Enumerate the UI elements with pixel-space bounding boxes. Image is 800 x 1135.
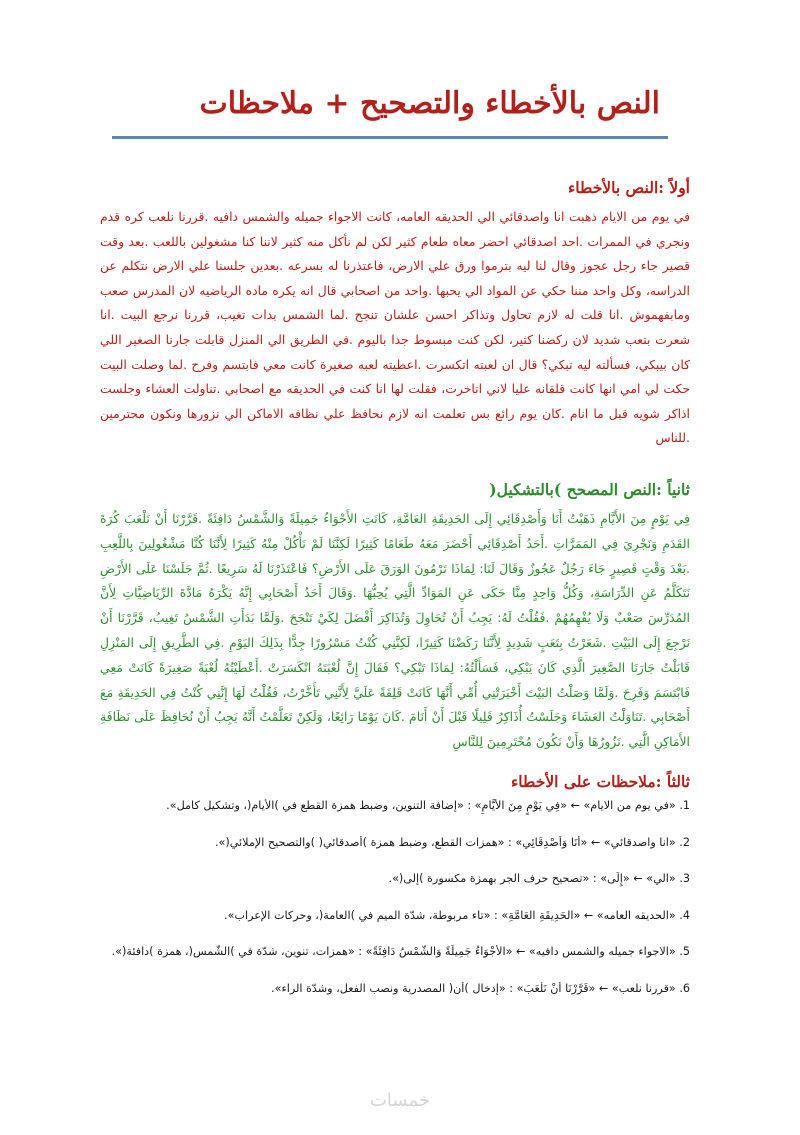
list-item: 5. «الاجواء جميله والشمس دافيه» ← «الأَجْوَاءُ جَمِيلَةً وَالشَّمْسُ دَافِئَةً» : «همزات، تنوين، شدّة في )الشّمس(، همزة )دافئة(». [111, 945, 690, 958]
section-corrected [100, 480, 690, 755]
section-errors-text: في يوم من الايام ذهبت انا واصدقائي الي الحديقه العامه، كانت الاجواء جميله والشمس دافيه .قررنا نلعب كره قدم ونجري في الممرات .احد اصدقائي احضر معاه طعام كثير لكن لم نأكل منه كثير لاننا كنا مشغولين باللعب .بعد وقت قصير جاء رجل عجوز وقال لنا ليه بترموا ورق علي الارض، فاعتذرنا له بسرعه .بعدين جلسنا علي الارض نتكلم عن الدراسه، وكل واحد مننا حكي عن المواد الي يحبها .واحد من اصحابي قال انه يكره ماده الرياضيه لان المدرس صعب ومابفهموش .انا قلت له لازم تحاول وتذاكر احسن علشان تنجح .لما الشمس بدات تغيب، قررنا نرجع البيت .انا شعرت بتعب شديد لان ركضنا كثير، لكن كنت مبسوط جدا باليوم .في الطريق الي المنزل قابلت جارنا الصغير اللي كان بيبكي، فسألته ليه تبكي؟ قال ان لعبته اتكسرت .اعطيته لعبه صغيرة كانت معي فابتسم وفرح .لما وصلت البيت حكت لي امي انها كانت قلقانه عليا لاني اتاخرت، فقلت لها انا كنت في الحديقه مع اصحابي .تناولت العشاء وجلست اذاكر شويه قبل ما انام .كان يوم رائع بس تعلمت انه لازم نحافظ علي نظافه الاماكن الي نزورها ونكون محترمين .للناس [100, 209, 690, 446]
list-item: 6. «قررنا نلعب» ← «قَرَّرْنَا أَنْ نَلْعَبَ» : «إدخال )أن( المصدرية ونصب الفعل، وشدّة الراء». [271, 981, 690, 995]
list-item: 4. «الحديقه العامه» ← «الحَدِيقَةِ العَامَّةِ» : «تاء مربوطة، شدّة الميم في )العامة(، وحركات الإعراب». [224, 908, 690, 922]
page-title: النص بالأخطاء والتصحيح + ملاحظات [199, 86, 660, 121]
notes-list [100, 799, 690, 1018]
section-corrected-text: فِي يَوْمٍ مِنَ الأَيَّامِ ذَهَبْتُ أَنَا وَأَصْدِقَائِي إِلَى الحَدِيقَةِ العَامَّةِ، كَانَتِ الأَجْوَاءُ جَمِيلَةً وَالشَّمْسُ دَافِئَةً .قَرَّرْنَا أَنْ نَلْعَبَ كُرَةَ القَدَمِ وَنَجْرِيَ فِي المَمَرَّاتِ .أَحَدُ أَصْدِقَائِي أَحْضَرَ مَعَهُ طَعَامًا كَثِيرًا لَكِنَّنَا لَمْ نَأْكُلْ مِنْهُ كَثِيرًا لِأَنَّنَا كُنَّا مَشْغُولِينَ بِاللَّعِبِ .بَعْدَ وَقْتٍ قَصِيرٍ جَاءَ رَجُلٌ عَجُوزٌ وَقَالَ لَنَا: لِمَاذَا تَرْمُونَ الوَرَقَ عَلَى الأَرْضِ؟ فَاعْتَذَرْنَا لَهُ سَرِيعًا .ثُمَّ جَلَسْنَا عَلَى الأَرْضِ نَتَكَلَّمُ عَنِ الدِّرَاسَةِ، وَكُلُّ وَاحِدٍ مِنَّا حَكَى عَنِ المَوَادِّ الَّتِي يُحِبُّهَا .وَقَالَ أَحَدُ أَصْحَابِي إِنَّهُ يَكْرَهُ مَادَّةَ الرِّيَاضِيَّاتِ لِأَنَّ المُدَرِّسَ صَعْبٌ وَلَا يُفْهِمُهُمْ .فَقُلْتُ لَهُ: يَجِبُ أَنْ تُحَاوِلَ وَتُذَاكِرَ أَفْضَلَ لِكَيْ تَنْجَحَ .وَلَمَّا بَدَأَتِ الشَّمْسُ تَغِيبُ، قَرَّرْنَا أَنْ نَرْجِعَ إِلَى البَيْتِ .شَعَرْتُ بِتَعَبٍ شَدِيدٍ لِأَنَّنَا رَكَضْنَا كَثِيرًا، لَكِنَّنِي كُنْتُ مَسْرُورًا جِدًّا بِذَلِكَ اليَوْمِ .فِي الطَّرِيقِ إِلَى المَنْزِلِ قَابَلْتُ جَارَنَا الصَّغِيرَ الَّذِي كَانَ يَبْكِي، فَسَأَلْتُهُ: لِمَاذَا تَبْكِي؟ فَقَالَ إِنَّ لُعْبَتَهُ انْكَسَرَتْ .أَعْطَيْتُهُ لُعْبَةً صَغِيرَةً كَانَتْ مَعِي فَابْتَسَمَ وَفَرِحَ .وَلَمَّا وَصَلْتُ البَيْتَ أَخْبَرَتْنِي أُمِّي أَنَّهَا كَانَتْ قَلِقَةً عَلَيَّ لِأَنَّنِي تَأَخَّرْتُ، فَقُلْتُ لَهَا إِنَّنِي كُنْتُ فِي الحَدِيقَةِ مَعَ أَصْحَابِي .تَنَاوَلْتُ العَشَاءَ وَجَلَسْتُ أُذَاكِرُ قَلِيلًا قَبْلَ أَنْ أَنَامَ .كَانَ يَوْمًا رَائِعًا، وَلَكِنْ تَعَلَّمْتُ أَنَّهُ يَجِبُ أَنْ نُحَافِظَ عَلَى نَظَافَةِ الأَمَاكِنِ الَّتِي .نَزُورُهَا وَأَنْ نَكُونَ مُحْتَرِمِينَ لِلنَّاسِ [100, 511, 690, 750]
section-notes-heading: ثالثاً :ملاحظات على الأخطاء [511, 772, 690, 791]
list-item: 1. «في يوم من الايام» ← «فِي يَوْمٍ مِنَ الأَيَّامِ» : «إضافة التنوين، وضبط همزة القطع في )الأيام(، وتشكيل كامل». [166, 799, 690, 812]
title-underline [112, 136, 668, 139]
section-notes [100, 772, 690, 1018]
section-errors-heading: أولاً :النص بالأخطاء [567, 178, 690, 197]
watermark-logo: خمسات [369, 1090, 431, 1111]
section-errors [100, 178, 690, 451]
section-corrected-heading: ثانياً :النص المصحح )بالتشكيل( [489, 480, 690, 499]
list-item: 2. «انا واصدقائي» ← «أَنَا وَأَصْدِقَائِي» : «همزات القطع، وضبط همزة )أصدقائي( )والتصحيح الإملائي(». [214, 835, 690, 849]
list-item: 3. «الي» ← «إِلَى» : «تصحيح حرف الجر بهمزة مكسورة )إلى(». [388, 872, 690, 885]
